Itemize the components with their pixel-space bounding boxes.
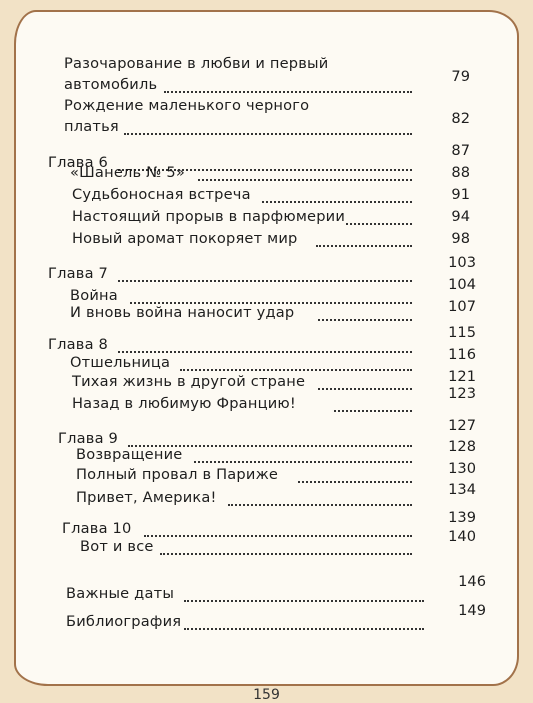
dot-leader — [316, 245, 412, 247]
toc-chapter-title: Глава 6 — [48, 154, 109, 171]
toc-page-number: 91 — [451, 186, 470, 203]
dot-leader — [118, 280, 412, 282]
toc-page-number: 87 — [451, 142, 470, 159]
page-number-footer: 159 — [253, 687, 280, 703]
toc-entry-title: Назад в любимую Францию! — [72, 395, 296, 412]
toc-page-number: 149 — [458, 602, 486, 619]
toc-entry-title: платья — [64, 118, 119, 135]
toc-page-number: 139 — [448, 509, 476, 526]
dot-leader — [124, 133, 412, 135]
dot-leader — [346, 223, 412, 225]
toc-entry-title: «Шанель № 5» — [70, 164, 185, 181]
dot-leader — [118, 351, 412, 353]
dot-leader — [184, 600, 424, 602]
toc-entry-title: Настоящий прорыв в парфюмерии — [72, 208, 346, 225]
toc-page-number: 107 — [448, 298, 476, 315]
dot-leader — [318, 388, 412, 390]
dot-leader — [164, 91, 412, 93]
toc-chapter-title: Глава 8 — [48, 336, 109, 353]
dot-leader — [228, 504, 412, 506]
dot-leader — [318, 319, 412, 321]
toc-page-number: 103 — [448, 254, 476, 271]
dot-leader — [198, 179, 412, 181]
toc-entry-title: Разочарование в любви и первый — [64, 55, 329, 72]
toc-page-number: 128 — [448, 438, 476, 455]
toc-page-number: 115 — [448, 324, 476, 341]
toc-page-number: 130 — [448, 460, 476, 477]
toc-entry-title: Полный провал в Париже — [76, 466, 279, 483]
toc-entry-title: Важные даты — [66, 585, 175, 602]
toc-entry-title: Возвращение — [76, 446, 183, 463]
toc-page-number: 116 — [448, 346, 476, 363]
toc-entry-title: Новый аромат покоряет мир — [72, 230, 298, 247]
toc-entry-title: Привет, Америка! — [76, 489, 217, 506]
toc-entry-title: Библиография — [66, 613, 182, 630]
toc-page-number: 134 — [448, 481, 476, 498]
dot-leader — [144, 535, 412, 537]
dot-leader — [262, 201, 412, 203]
toc-entry-title: Рождение маленького черного — [64, 97, 310, 114]
toc-page-number: 123 — [448, 385, 476, 402]
dot-leader — [160, 553, 412, 555]
toc-entry-title: И вновь война наносит удар — [70, 304, 295, 321]
toc-entry-title: Война — [70, 287, 118, 304]
toc-page-number: 127 — [448, 417, 476, 434]
dot-leader — [184, 628, 424, 630]
toc-page-number: 79 — [451, 68, 470, 85]
toc-page-number: 94 — [451, 208, 470, 225]
dot-leader — [180, 369, 412, 371]
toc-entry-title: Тихая жизнь в другой стране — [72, 373, 306, 390]
toc-entry-title: Отшельница — [70, 354, 171, 371]
toc-page-number: 140 — [448, 528, 476, 545]
toc-chapter-title: Глава 9 — [58, 430, 119, 447]
toc-entry-title: автомобиль — [64, 76, 158, 93]
toc-entry-title: Судьбоносная встреча — [72, 186, 251, 203]
toc-page-number: 104 — [448, 276, 476, 293]
toc-page-number: 98 — [451, 230, 470, 247]
toc-page-number: 121 — [448, 368, 476, 385]
toc-chapter-title: Глава 7 — [48, 265, 109, 282]
toc-entry-title: Вот и все — [80, 538, 154, 555]
toc-page-number: 88 — [451, 164, 470, 181]
toc-page-number: 146 — [458, 573, 486, 590]
dot-leader — [298, 481, 412, 483]
toc-page-number: 82 — [451, 110, 470, 127]
toc-chapter-title: Глава 10 — [62, 520, 132, 537]
dot-leader — [194, 461, 412, 463]
dot-leader — [334, 410, 412, 412]
